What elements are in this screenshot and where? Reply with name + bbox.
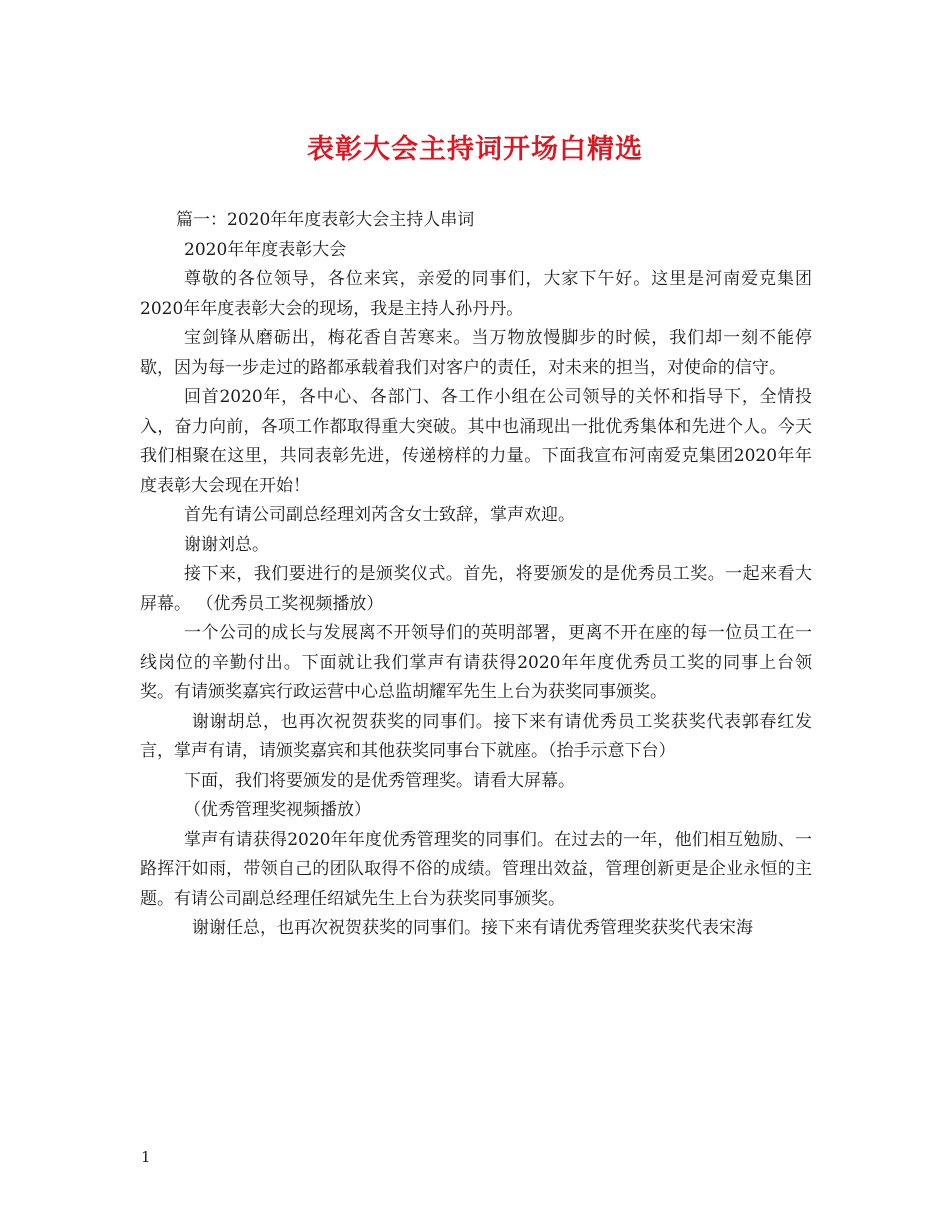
paragraph: 谢谢任总，也再次祝贺获奖的同事们。接下来有请优秀管理奖获奖代表宋海 [192,918,753,938]
paragraph: 宝剑锋从磨砺出，梅花香自苦寒来。当万物放慢脚步的时候，我们却一刻不能停歇，因为每一步走过的路都承载着我们对客户的责任，对未来的担当，对使命的信守。 [140,328,812,378]
paragraph: 回首2020年，各中心、各部门、各工作小组在公司领导的关怀和指导下，全情投入，奋力向前，各项工作都取得重大突破。其中也涌现出一批优秀集体和先进个人。今天我们相聚在这里，共同表彰先进，传递榜样的力量。下面我宣布河南爱克集团2020年年度表彰大会现在开始！ [140,387,812,496]
paragraph: 谢谢胡总，也再次祝贺获奖的同事们。接下来有请优秀员工奖获奖代表郭春红发言，掌声有请，请颁奖嘉宾和其他获奖同事台下就座。（抬手示意下台） [140,711,812,761]
paragraph: 掌声有请获得2020年年度优秀管理奖的同事们。在过去的一年，他们相互勉励、一路挥汗如雨，带领自己的团队取得不俗的成绩。管理出效益，管理创新更是企业永恒的主题。有请公司副总经理任绍斌先生上台为获奖同事颁奖。 [140,829,812,909]
document-body [140,206,812,944]
event-name: 2020年年度表彰大会 [184,239,347,260]
paragraph: 尊敬的各位领导，各位来宾，亲爱的同事们，大家下午好。这里是河南爱克集团2020年年度表彰大会的现场，我是主持人孙丹丹。 [140,269,812,319]
paragraph: （优秀管理奖视频播放） [184,800,371,820]
paragraph: 首先有请公司副总经理刘芮含女士致辞，掌声欢迎。 [184,505,575,525]
document-title: 表彰大会主持词开场白精选 [307,134,643,165]
paragraph: 下面，我们将要颁发的是优秀管理奖。请看大屏幕。 [184,770,575,791]
paragraph: 一个公司的成长与发展离不开领导们的英明部署，更离不开在座的每一位员工在一线岗位的辛勤付出。下面就让我们掌声有请获得2020年年度优秀员工奖的同事上台领奖。有请颁奖嘉宾行政运营中心总监胡耀军先生上台为获奖同事颁奖。 [140,623,812,702]
section-heading: 篇一：2020年年度表彰大会主持人串词 [176,210,475,230]
page-number: 1 [141,1148,151,1166]
paragraph: 接下来，我们要进行的是颁奖仪式。首先，将要颁发的是优秀员工奖。一起来看大屏幕。 （优秀员工奖视频播放） [140,564,812,614]
paragraph: 谢谢刘总。 [184,534,269,555]
